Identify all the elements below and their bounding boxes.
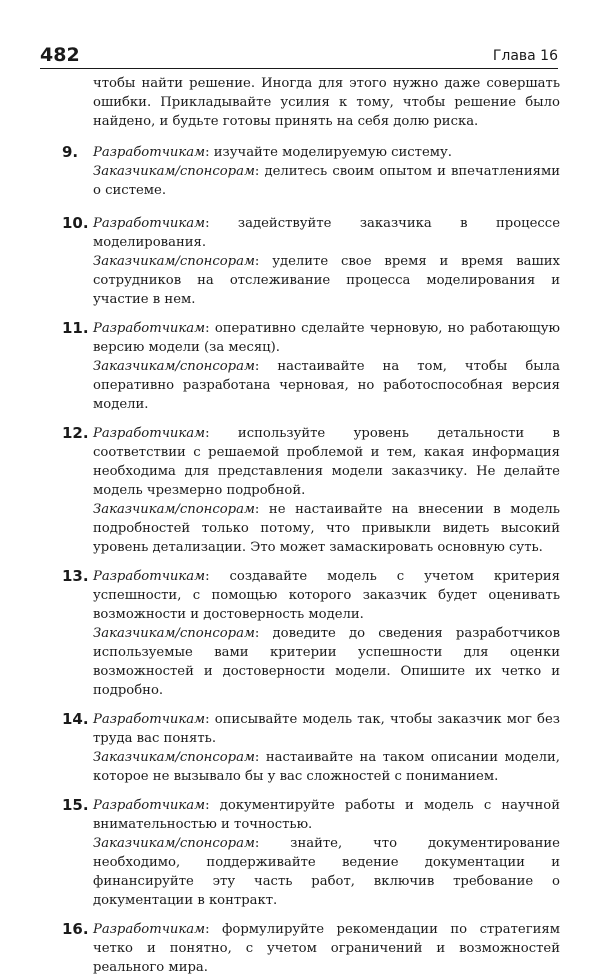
chapter-title: Глава 16	[492, 48, 558, 64]
recommendation-text: изучайте моделируемую систему.	[209, 145, 452, 160]
developer-recommendation	[93, 920, 560, 977]
client-recommendation	[93, 357, 560, 414]
item-number: 13.	[62, 567, 89, 585]
recommendation-text: доведите до сведения разработчиков используемые вами критерии успешности для оценки возможностей и достоверности модели. Опишите их четко и подробно.	[93, 626, 560, 698]
list-item	[62, 710, 560, 786]
role-label: Разработчикам	[93, 216, 206, 231]
recommendation-text: задействуйте заказчика в процессе моделирования.	[93, 216, 560, 250]
page-number: 482	[40, 44, 80, 66]
developer-recommendation	[93, 710, 560, 748]
role-label: Заказчикам/спонсорам	[93, 836, 255, 851]
recommendation-list	[62, 143, 560, 977]
role-colon: :	[205, 216, 210, 231]
developer-recommendation	[93, 319, 560, 357]
recommendation-text: настаивайте на том, чтобы была оперативно разработана черновая, но работоспособная версия модели.	[93, 359, 560, 412]
list-item	[62, 319, 560, 414]
role-label: Заказчикам/спонсорам	[93, 359, 255, 374]
item-number: 9.	[62, 143, 79, 161]
running-header	[40, 44, 558, 69]
role-colon: :	[205, 145, 210, 160]
role-label: Разработчикам	[93, 922, 206, 937]
role-colon: :	[254, 502, 260, 517]
role-label: Разработчикам	[93, 712, 206, 727]
recommendation-text: документируйте работы и модель с научной внимательностью и точностью.	[93, 798, 560, 832]
recommendation-text: оперативно сделайте черновую, но работающую версию модели (за месяц).	[93, 321, 560, 355]
role-colon: :	[205, 712, 210, 727]
item-number: 12.	[62, 424, 89, 442]
role-colon: :	[254, 626, 260, 641]
role-colon: :	[205, 321, 210, 336]
list-item	[62, 214, 560, 309]
role-colon: :	[254, 750, 260, 765]
role-colon: :	[254, 359, 260, 374]
page-body	[62, 74, 560, 977]
client-recommendation	[93, 624, 560, 700]
list-item	[62, 424, 560, 557]
client-recommendation	[93, 500, 560, 557]
role-label: Заказчикам/спонсорам	[93, 626, 255, 641]
recommendation-text: настаивайте на таком описании модели, которое не вызывало бы у вас сложностей с пониманием.	[93, 750, 560, 784]
recommendation-text: знайте, что документирование необходимо, поддерживайте ведение документации и финансируйте эту часть работ, включив требование о документации в контракт.	[93, 836, 560, 908]
item-number: 11.	[62, 319, 89, 337]
role-colon: :	[205, 922, 210, 937]
role-label: Разработчикам	[93, 798, 206, 813]
item-number: 16.	[62, 920, 89, 938]
client-recommendation	[93, 252, 560, 309]
role-colon: :	[254, 836, 260, 851]
role-label: Разработчикам	[93, 569, 206, 584]
list-item	[62, 920, 560, 977]
list-item	[62, 143, 560, 200]
list-item	[62, 567, 560, 700]
role-colon: :	[205, 798, 210, 813]
client-recommendation	[93, 834, 560, 910]
developer-recommendation	[93, 143, 560, 162]
role-label: Разработчикам	[93, 426, 206, 441]
recommendation-text: создавайте модель с учетом критерия успешности, с помощью которого заказчик будет оценивать возможности и достоверность модели.	[93, 569, 560, 622]
recommendation-text: не настаивайте на внесении в модель подробностей только потому, что привыкли видеть высокий уровень детализации. Это может замаскировать основную суть.	[93, 502, 560, 555]
role-label: Заказчикам/спонсорам	[93, 502, 255, 517]
intro-paragraph: чтобы найти решение. Иногда для этого нужно даже совершать ошибки. Прикладывайте усилия к тому, чтобы решение было найдено, и будьте готовы принять на себя долю риска.	[93, 76, 560, 129]
role-label: Заказчикам/спонсорам	[93, 254, 255, 269]
item-number: 10.	[62, 214, 89, 232]
role-label: Заказчикам/спонсорам	[93, 164, 255, 179]
recommendation-text: делитесь своим опытом и впечатлениями о системе.	[93, 164, 560, 198]
client-recommendation	[93, 748, 560, 786]
recommendation-text: описывайте модель так, чтобы заказчик мог без труда вас понять.	[93, 712, 560, 746]
developer-recommendation	[93, 796, 560, 834]
recommendation-text: используйте уровень детальности в соответствии с решаемой проблемой и тем, какая информация необходима для представления модели заказчику. Не делайте модель чрезмерно подробной.	[93, 426, 560, 498]
role-colon: :	[254, 254, 260, 269]
item-number: 14.	[62, 710, 89, 728]
developer-recommendation	[93, 567, 560, 624]
list-item	[62, 796, 560, 910]
developer-recommendation	[93, 424, 560, 500]
role-label: Разработчикам	[93, 145, 206, 160]
developer-recommendation	[93, 214, 560, 252]
recommendation-text: формулируйте рекомендации по стратегиям четко и понятно, с учетом ограничений и возможностей реального мира.	[93, 922, 560, 975]
role-colon: :	[254, 164, 260, 179]
role-colon: :	[205, 569, 210, 584]
client-recommendation	[93, 162, 560, 200]
role-label: Разработчикам	[93, 321, 206, 336]
role-label: Заказчикам/спонсорам	[93, 750, 255, 765]
recommendation-text: уделите свое время и время ваших сотрудников на отслеживание процесса моделирования и участие в нем.	[93, 254, 560, 307]
item-number: 15.	[62, 796, 89, 814]
role-colon: :	[205, 426, 210, 441]
